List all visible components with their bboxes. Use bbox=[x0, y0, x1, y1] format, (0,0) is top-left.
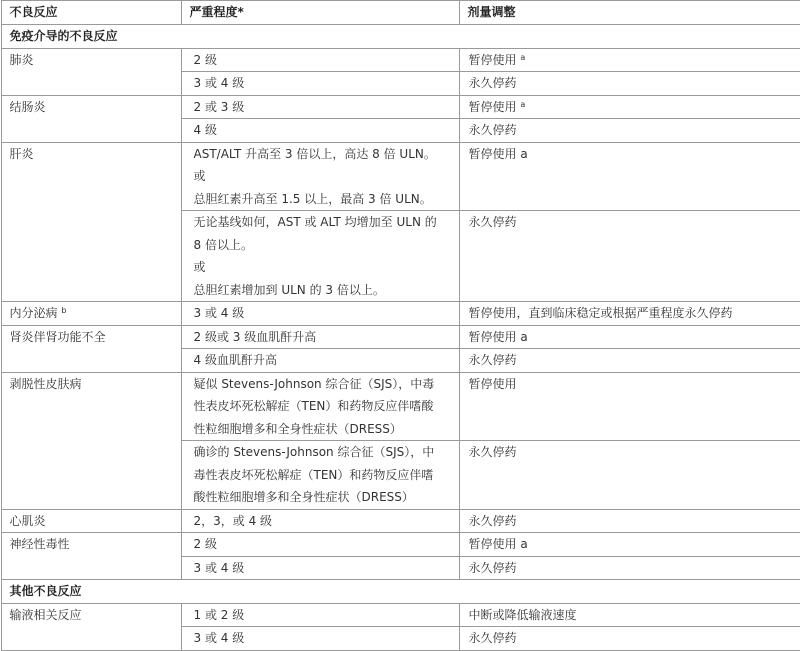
table-row bbox=[1, 48, 800, 72]
severity-cell: 3 或 4 级 bbox=[181, 627, 459, 651]
reaction-name: 神经性毒性 bbox=[1, 533, 181, 580]
severity-cell: 3 或 4 级 bbox=[181, 556, 459, 580]
reaction-name: 输液相关反应 bbox=[1, 603, 181, 650]
action-cell: 永久停药 bbox=[459, 509, 800, 533]
severity-cell bbox=[181, 372, 459, 441]
footnote-marker: a bbox=[520, 53, 525, 62]
severity-cell: 2，3，或 4 级 bbox=[181, 509, 459, 533]
severity-line: AST/ALT 升高至 3 倍以上，高达 8 倍 ULN。 bbox=[194, 143, 451, 166]
severity-cell: 2 级或 3 级血肌酐升高 bbox=[181, 325, 459, 349]
action-text: 暂停使用 bbox=[469, 53, 517, 67]
severity-line: 酸性粒细胞增多和全身性症状（DRESS） bbox=[194, 486, 451, 509]
table-header-row bbox=[1, 1, 800, 25]
reaction-name: 结肠炎 bbox=[1, 95, 181, 142]
table-row bbox=[1, 372, 800, 441]
severity-cell: 2 级 bbox=[181, 533, 459, 557]
action-cell: 永久停药 bbox=[459, 349, 800, 373]
dose-modification-table bbox=[1, 0, 800, 651]
action-cell: 永久停药 bbox=[459, 556, 800, 580]
severity-line: 总胆红素增加到 ULN 的 3 倍以上。 bbox=[194, 279, 451, 302]
action-cell bbox=[459, 48, 800, 72]
footnote-marker: b bbox=[61, 306, 66, 315]
action-cell: 暂停使用 a bbox=[459, 142, 800, 211]
reaction-name: 心肌炎 bbox=[1, 509, 181, 533]
severity-cell: 3 或 4 级 bbox=[181, 72, 459, 96]
action-cell: 永久停药 bbox=[459, 627, 800, 651]
reaction-name-text: 内分泌病 bbox=[10, 306, 58, 320]
table-row bbox=[1, 325, 800, 349]
severity-line: 无论基线如何，AST 或 ALT 均增加至 ULN 的 bbox=[194, 211, 451, 234]
header-adverse-reaction: 不良反应 bbox=[1, 1, 181, 25]
table-row bbox=[1, 603, 800, 627]
severity-cell bbox=[181, 142, 459, 211]
severity-cell: 1 或 2 级 bbox=[181, 603, 459, 627]
reaction-name: 肾炎伴肾功能不全 bbox=[1, 325, 181, 372]
footnote-marker: a bbox=[520, 100, 525, 109]
severity-cell: 2 或 3 级 bbox=[181, 95, 459, 119]
action-cell: 永久停药 bbox=[459, 72, 800, 96]
severity-cell bbox=[181, 441, 459, 510]
reaction-name: 肺炎 bbox=[1, 48, 181, 95]
severity-line: 确诊的 Stevens-Johnson 综合征（SJS），中 bbox=[194, 441, 451, 464]
action-cell: 中断或降低输液速度 bbox=[459, 603, 800, 627]
header-severity: 严重程度* bbox=[181, 1, 459, 25]
action-cell: 永久停药 bbox=[459, 119, 800, 143]
action-text: 暂停使用 bbox=[469, 100, 517, 114]
section-title-immune: 免疫介导的不良反应 bbox=[1, 25, 800, 49]
action-cell bbox=[459, 95, 800, 119]
header-dose-modification: 剂量调整 bbox=[459, 1, 800, 25]
action-cell: 暂停使用 a bbox=[459, 325, 800, 349]
severity-cell: 2 级 bbox=[181, 48, 459, 72]
severity-line: 8 倍以上。 bbox=[194, 234, 451, 257]
table-row bbox=[1, 533, 800, 557]
table-row bbox=[1, 509, 800, 533]
severity-line: 或 bbox=[194, 256, 451, 279]
severity-cell: 4 级 bbox=[181, 119, 459, 143]
reaction-name: 剥脱性皮肤病 bbox=[1, 372, 181, 509]
table-row bbox=[1, 95, 800, 119]
section-row-other bbox=[1, 580, 800, 604]
action-cell: 永久停药 bbox=[459, 211, 800, 302]
severity-line: 性表皮坏死松解症（TEN）和药物反应伴嗜酸 bbox=[194, 395, 451, 418]
table-row bbox=[1, 142, 800, 211]
table-row bbox=[1, 302, 800, 326]
action-cell: 暂停使用 bbox=[459, 372, 800, 441]
section-row-immune bbox=[1, 25, 800, 49]
severity-line: 性粒细胞增多和全身性症状（DRESS） bbox=[194, 418, 451, 441]
severity-line: 或 bbox=[194, 165, 451, 188]
section-title-other: 其他不良反应 bbox=[1, 580, 800, 604]
action-cell: 暂停使用，直到临床稳定或根据严重程度永久停药 bbox=[459, 302, 800, 326]
severity-cell: 4 级血肌酐升高 bbox=[181, 349, 459, 373]
action-cell: 永久停药 bbox=[459, 441, 800, 510]
severity-line: 疑似 Stevens-Johnson 综合征（SJS），中毒 bbox=[194, 373, 451, 396]
severity-line: 毒性表皮坏死松解症（TEN）和药物反应伴嗜 bbox=[194, 464, 451, 487]
reaction-name bbox=[1, 302, 181, 326]
severity-cell bbox=[181, 211, 459, 302]
severity-cell: 3 或 4 级 bbox=[181, 302, 459, 326]
action-cell: 暂停使用 a bbox=[459, 533, 800, 557]
severity-line: 总胆红素升高至 1.5 以上，最高 3 倍 ULN。 bbox=[194, 188, 451, 211]
reaction-name: 肝炎 bbox=[1, 142, 181, 302]
